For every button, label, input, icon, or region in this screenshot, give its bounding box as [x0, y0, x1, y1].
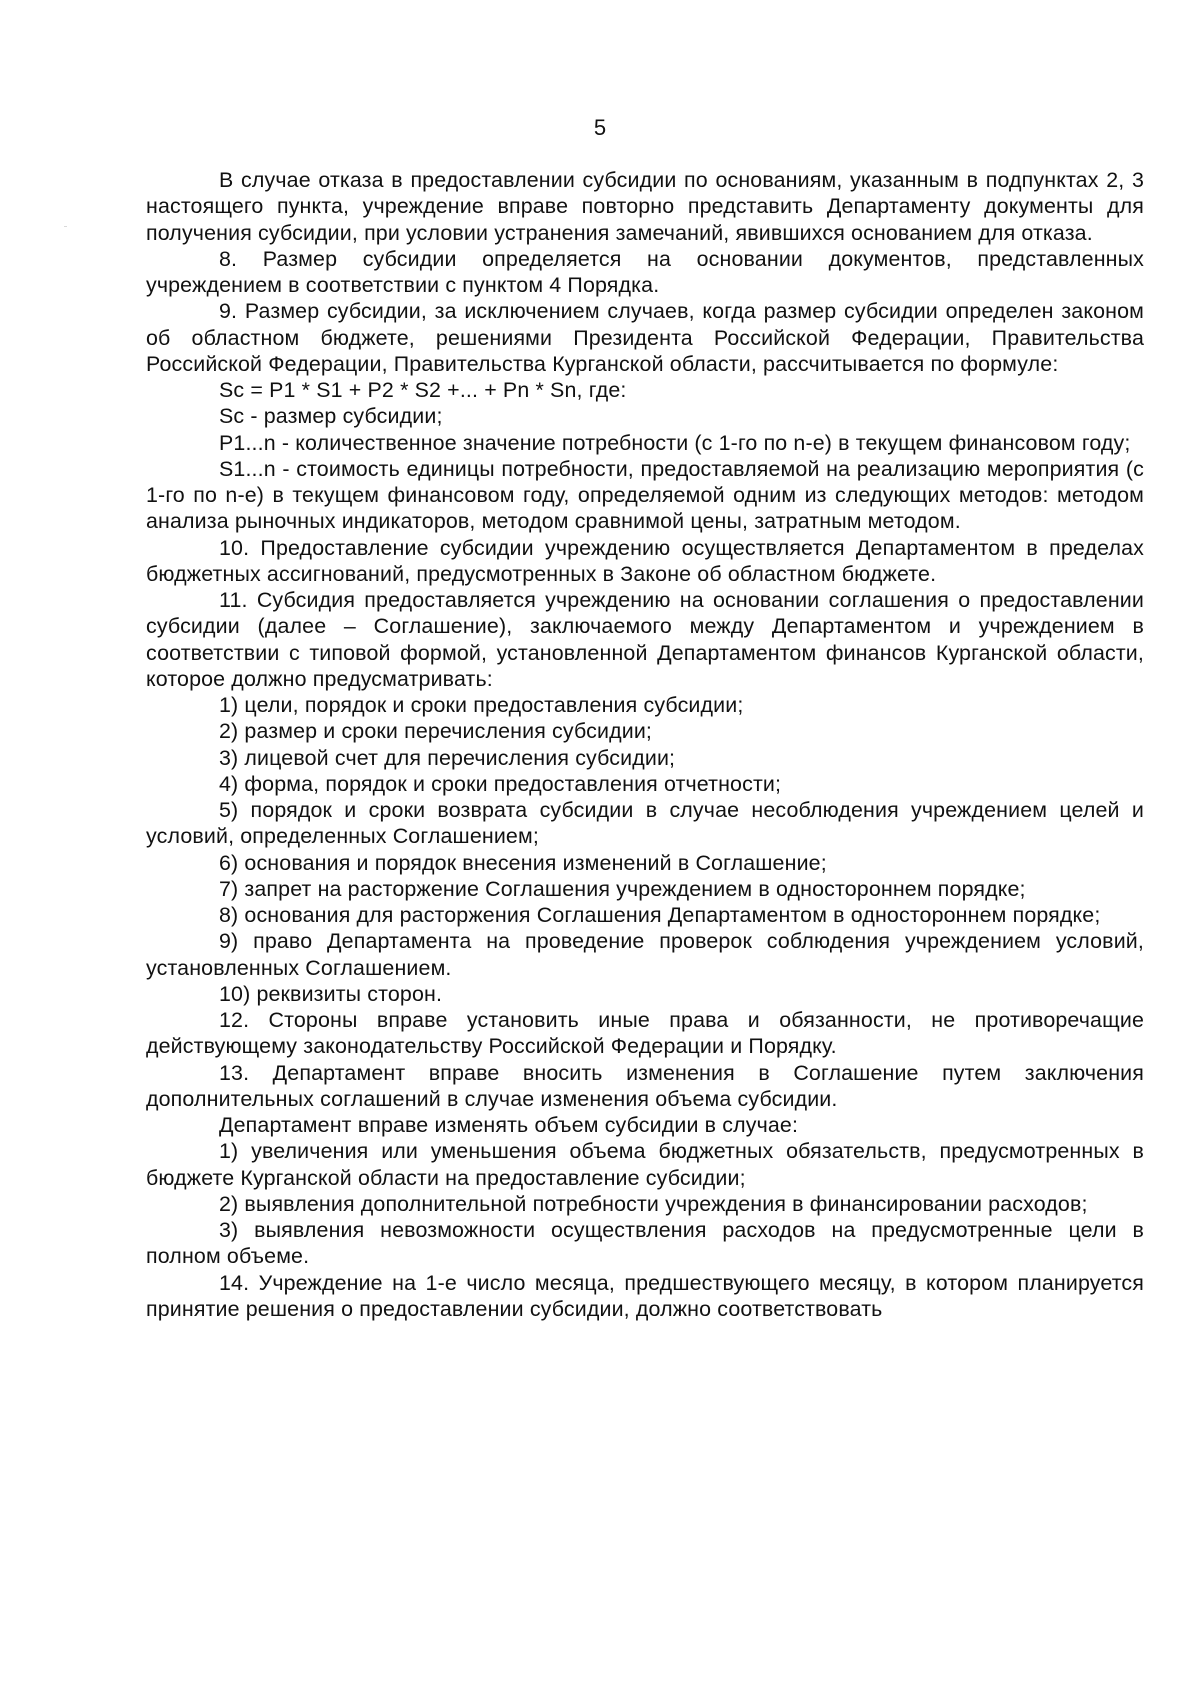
paragraph: 2) размер и сроки перечисления субсидии; [219, 719, 653, 744]
paragraph: 6) основания и порядок внесения изменений в Соглашение; [219, 850, 827, 875]
paragraph: S1...n - стоимость единицы потребности, предоставляемой на реализацию мероприятия (с 1-го по n-е) в текущем финансовом году, определяемой одним из следующих методов: методом анализа рыночных индикаторов, методом сравнимой цены, затратным методом. [146, 456, 1144, 534]
paragraph: 3) лицевой счет для перечисления субсидии; [219, 745, 676, 770]
paragraph: 12. Стороны вправе установить иные права и обязанности, не противоречащие действующему законодательству Российской Федерации и Порядку. [146, 1008, 1144, 1059]
page-number: 5 [593, 115, 607, 140]
paragraph: 1) увеличения или уменьшения объема бюджетных обязательств, предусмотренных в бюджете Курганской области на предоставление субсидии; [146, 1139, 1144, 1190]
paragraph: 9. Размер субсидии, за исключением случаев, когда размер субсидии определен законом об областном бюджете, решениями Президента Российской Федерации, Правительства Российской Федерации, Правительства Курганской области, рассчитывается по формуле: [146, 299, 1144, 376]
paragraph: Sc - размер субсидии; [219, 404, 443, 429]
paragraph: 11. Субсидия предоставляется учреждению на основании соглашения о предоставлении субсидии (далее – Соглашение), заключаемого между Департаментом и учреждением в соответствии с типовой формой, установленной Департаментом финансов Курганской области, которое должно предусматривать: [146, 588, 1144, 691]
paragraph: 14. Учреждение на 1-е число месяца, предшествующего месяцу, в котором планируется принятие решения о предоставлении субсидии, должно соответствовать [146, 1270, 1144, 1321]
paragraph: В случае отказа в предоставлении субсидии по основаниям, указанным в подпунктах 2, 3 настоящего пункта, учреждение вправе повторно представить Департаменту документы для получения субсидии, при условии устранения замечаний, явившихся основанием для отказа. [146, 168, 1144, 245]
paragraph: 4) форма, порядок и сроки предоставления отчетности; [219, 771, 782, 796]
paragraph: 8. Размер субсидии определяется на основании документов, представленных учреждением в соответствии с пунктом 4 Порядка. [146, 246, 1144, 297]
paragraph: 7) запрет на расторжение Соглашения учреждением в одностороннем порядке; [219, 876, 1026, 901]
paragraph: 8) основания для расторжения Соглашения Департаментом в одностороннем порядке; [219, 903, 1101, 927]
paragraph: Sc = P1 * S1 + P2 * S2 +... + Pn * Sn, где: [219, 378, 627, 402]
document-body [146, 167, 1144, 1322]
paragraph: 10. Предоставление субсидии учреждению осуществляется Департаментом в пределах бюджетных ассигнований, предусмотренных в Законе об областном бюджете. [146, 535, 1144, 586]
paragraph: 13. Департамент вправе вносить изменения в Соглашение путем заключения дополнительных соглашений в случае изменения объема субсидии. [146, 1060, 1144, 1111]
paragraph: P1...n - количественное значение потребности (с 1-го по n-е) в текущем финансовом году; [219, 430, 1131, 455]
paragraph: 5) порядок и сроки возврата субсидии в случае несоблюдения учреждением целей и условий, определенных Соглашением; [146, 798, 1144, 849]
scan-artifact [64, 226, 67, 227]
paragraph: 3) выявления невозможности осуществления расходов на предусмотренные цели в полном объеме. [146, 1218, 1144, 1269]
paragraph: 1) цели, порядок и сроки предоставления субсидии; [219, 693, 744, 717]
paragraph: 9) право Департамента на проведение проверок соблюдения учреждением условий, установленных Соглашением. [146, 929, 1144, 980]
paragraph: 10) реквизиты сторон. [219, 981, 443, 1006]
paragraph: 2) выявления дополнительной потребности учреждения в финансировании расходов; [219, 1191, 1088, 1216]
paragraph: Департамент вправе изменять объем субсидии в случае: [219, 1113, 799, 1137]
